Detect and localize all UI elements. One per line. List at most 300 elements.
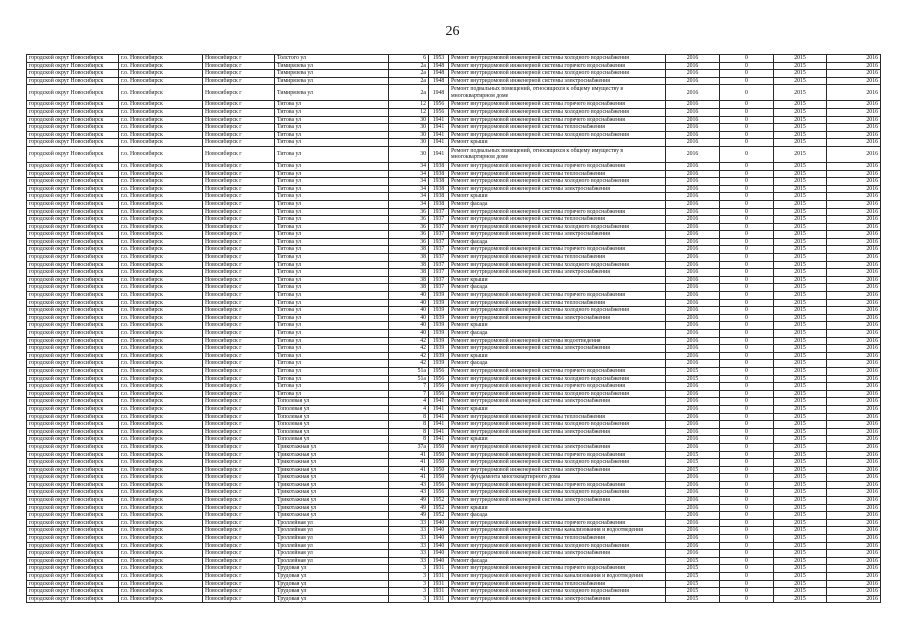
cell-year-built: 1950 <box>429 451 449 459</box>
cell-period-start: 2015 <box>774 459 827 467</box>
cell-city: Новосибирск г <box>203 216 275 224</box>
cell-period-start: 2015 <box>774 124 827 132</box>
table-row <box>27 557 881 565</box>
cell-city: Новосибирск г <box>203 580 275 588</box>
cell-year-built: 1941 <box>429 124 449 132</box>
cell-value: 0 <box>720 527 774 535</box>
cell-work-type: Ремонт внутридомовой инженерной системы электроснабжения <box>449 77 666 85</box>
cell-period-start: 2015 <box>774 254 827 262</box>
cell-district: г.о. Новосибирск <box>119 519 203 527</box>
cell-value: 0 <box>720 146 774 162</box>
cell-house: 38 <box>389 261 429 269</box>
cell-period-start: 2015 <box>774 421 827 429</box>
cell-district: г.о. Новосибирск <box>119 299 203 307</box>
cell-city: Новосибирск г <box>203 459 275 467</box>
cell-value: 0 <box>720 504 774 512</box>
table-row <box>27 261 881 269</box>
cell-municipality: городской округ Новосибирск <box>27 360 119 368</box>
cell-district: г.о. Новосибирск <box>119 481 203 489</box>
cell-plan-year: 2016 <box>666 330 720 338</box>
cell-period-start: 2015 <box>774 170 827 178</box>
cell-municipality: городской округ Новосибирск <box>27 314 119 322</box>
table-row <box>27 85 881 101</box>
cell-street: Троллейная ул <box>275 542 389 550</box>
cell-period-end: 2016 <box>827 405 881 413</box>
cell-plan-year: 2016 <box>666 146 720 162</box>
cell-period-start: 2015 <box>774 185 827 193</box>
cell-value: 0 <box>720 246 774 254</box>
table-row <box>27 200 881 208</box>
cell-value: 0 <box>720 162 774 170</box>
cell-house: 34 <box>389 185 429 193</box>
cell-work-type: Ремонт внутридомовой инженерной системы теплоснабжения <box>449 535 666 543</box>
cell-period-start: 2015 <box>774 246 827 254</box>
cell-street: Трудовая ул <box>275 573 389 581</box>
cell-period-end: 2016 <box>827 421 881 429</box>
cell-value: 0 <box>720 588 774 596</box>
cell-district: г.о. Новосибирск <box>119 345 203 353</box>
cell-period-end: 2016 <box>827 299 881 307</box>
cell-municipality: городской округ Новосибирск <box>27 254 119 262</box>
cell-year-built: 1956 <box>429 390 449 398</box>
cell-city: Новосибирск г <box>203 178 275 186</box>
cell-work-type: Ремонт крыши <box>449 436 666 444</box>
cell-street: Титова ул <box>275 200 389 208</box>
table-row <box>27 428 881 436</box>
table-row <box>27 116 881 124</box>
table-row <box>27 307 881 315</box>
cell-street: Титова ул <box>275 345 389 353</box>
cell-work-type: Ремонт крыши <box>449 352 666 360</box>
cell-city: Новосибирск г <box>203 70 275 78</box>
cell-municipality: городской округ Новосибирск <box>27 292 119 300</box>
cell-house: 38 <box>389 254 429 262</box>
cell-street: Титова ул <box>275 139 389 147</box>
cell-work-type: Ремонт внутридомовой инженерной системы горячего водоснабжения <box>449 246 666 254</box>
cell-street: Титова ул <box>275 185 389 193</box>
cell-district: г.о. Новосибирск <box>119 352 203 360</box>
cell-period-start: 2015 <box>774 345 827 353</box>
cell-city: Новосибирск г <box>203 55 275 63</box>
cell-value: 0 <box>720 489 774 497</box>
cell-plan-year: 2016 <box>666 436 720 444</box>
cell-period-end: 2016 <box>827 55 881 63</box>
cell-plan-year: 2016 <box>666 70 720 78</box>
cell-value: 0 <box>720 85 774 101</box>
cell-value: 0 <box>720 443 774 451</box>
cell-value: 0 <box>720 62 774 70</box>
cell-house: 42 <box>389 345 429 353</box>
cell-plan-year: 2016 <box>666 208 720 216</box>
table-row <box>27 292 881 300</box>
cell-city: Новосибирск г <box>203 200 275 208</box>
cell-year-built: 1941 <box>429 398 449 406</box>
cell-plan-year: 2015 <box>666 595 720 603</box>
table-row <box>27 466 881 474</box>
cell-district: г.о. Новосибирск <box>119 131 203 139</box>
cell-street: Тимирязева ул <box>275 62 389 70</box>
cell-period-end: 2016 <box>827 269 881 277</box>
cell-district: г.о. Новосибирск <box>119 200 203 208</box>
cell-period-end: 2016 <box>827 375 881 383</box>
cell-period-end: 2016 <box>827 489 881 497</box>
cell-city: Новосибирск г <box>203 421 275 429</box>
table-row <box>27 337 881 345</box>
cell-city: Новосибирск г <box>203 77 275 85</box>
cell-municipality: городской округ Новосибирск <box>27 527 119 535</box>
cell-house: 41 <box>389 466 429 474</box>
cell-house: 4 <box>389 405 429 413</box>
cell-municipality: городской округ Новосибирск <box>27 200 119 208</box>
cell-period-end: 2016 <box>827 398 881 406</box>
cell-year-built: 1950 <box>429 466 449 474</box>
cell-value: 0 <box>720 124 774 132</box>
cell-plan-year: 2016 <box>666 139 720 147</box>
cell-city: Новосибирск г <box>203 223 275 231</box>
cell-city: Новосибирск г <box>203 314 275 322</box>
cell-district: г.о. Новосибирск <box>119 497 203 505</box>
cell-plan-year: 2016 <box>666 314 720 322</box>
cell-street: Титова ул <box>275 254 389 262</box>
cell-value: 0 <box>720 459 774 467</box>
cell-city: Новосибирск г <box>203 595 275 603</box>
cell-plan-year: 2016 <box>666 299 720 307</box>
cell-house: 12 <box>389 101 429 109</box>
cell-period-end: 2016 <box>827 70 881 78</box>
cell-period-end: 2016 <box>827 474 881 482</box>
cell-period-start: 2015 <box>774 85 827 101</box>
cell-municipality: городской округ Новосибирск <box>27 307 119 315</box>
cell-year-built: 1937 <box>429 254 449 262</box>
cell-municipality: городской округ Новосибирск <box>27 62 119 70</box>
cell-district: г.о. Новосибирск <box>119 193 203 201</box>
cell-value: 0 <box>720 405 774 413</box>
cell-city: Новосибирск г <box>203 261 275 269</box>
cell-value: 0 <box>720 101 774 109</box>
cell-plan-year: 2016 <box>666 170 720 178</box>
cell-city: Новосибирск г <box>203 254 275 262</box>
cell-district: г.о. Новосибирск <box>119 383 203 391</box>
cell-city: Новосибирск г <box>203 360 275 368</box>
cell-plan-year: 2016 <box>666 345 720 353</box>
cell-street: Трикотажная ул <box>275 459 389 467</box>
cell-year-built: 1940 <box>429 557 449 565</box>
table-row <box>27 162 881 170</box>
cell-period-start: 2015 <box>774 595 827 603</box>
cell-period-end: 2016 <box>827 337 881 345</box>
cell-city: Новосибирск г <box>203 131 275 139</box>
cell-municipality: городской округ Новосибирск <box>27 504 119 512</box>
cell-plan-year: 2016 <box>666 413 720 421</box>
cell-municipality: городской округ Новосибирск <box>27 421 119 429</box>
cell-work-type: Ремонт внутридомовой инженерной системы электроснабжения <box>449 269 666 277</box>
cell-year-built: 1937 <box>429 276 449 284</box>
cell-municipality: городской округ Новосибирск <box>27 481 119 489</box>
cell-period-end: 2016 <box>827 116 881 124</box>
table-row <box>27 459 881 467</box>
cell-value: 0 <box>720 70 774 78</box>
cell-house: 7 <box>389 383 429 391</box>
cell-municipality: городской округ Новосибирск <box>27 85 119 101</box>
cell-work-type: Ремонт внутридомовой инженерной системы электроснабжения <box>449 314 666 322</box>
cell-period-start: 2015 <box>774 108 827 116</box>
cell-year-built: 1948 <box>429 85 449 101</box>
cell-district: г.о. Новосибирск <box>119 238 203 246</box>
cell-period-start: 2015 <box>774 535 827 543</box>
cell-year-built: 1940 <box>429 535 449 543</box>
cell-year-built: 1939 <box>429 337 449 345</box>
cell-work-type: Ремонт внутридомовой инженерной системы теплоснабжения <box>449 216 666 224</box>
cell-value: 0 <box>720 178 774 186</box>
cell-city: Новосибирск г <box>203 62 275 70</box>
cell-municipality: городской округ Новосибирск <box>27 580 119 588</box>
cell-work-type: Ремонт подвальных помещений, относящихся к общему имуществу в многоквартирном доме <box>449 85 666 101</box>
cell-district: г.о. Новосибирск <box>119 108 203 116</box>
cell-city: Новосибирск г <box>203 337 275 345</box>
cell-period-end: 2016 <box>827 162 881 170</box>
cell-house: 30 <box>389 146 429 162</box>
cell-district: г.о. Новосибирск <box>119 170 203 178</box>
cell-street: Титова ул <box>275 216 389 224</box>
cell-period-end: 2016 <box>827 352 881 360</box>
table-row <box>27 436 881 444</box>
cell-period-start: 2015 <box>774 139 827 147</box>
cell-city: Новосибирск г <box>203 497 275 505</box>
cell-year-built: 1938 <box>429 170 449 178</box>
table-row <box>27 193 881 201</box>
cell-work-type: Ремонт внутридомовой инженерной системы горячего водоснабжения <box>449 519 666 527</box>
cell-city: Новосибирск г <box>203 504 275 512</box>
cell-year-built: 1939 <box>429 360 449 368</box>
cell-street: Титова ул <box>275 284 389 292</box>
cell-work-type: Ремонт внутридомовой инженерной системы горячего водоснабжения <box>449 481 666 489</box>
cell-municipality: городской округ Новосибирск <box>27 139 119 147</box>
cell-district: г.о. Новосибирск <box>119 307 203 315</box>
cell-year-built: 1940 <box>429 527 449 535</box>
table-row <box>27 573 881 581</box>
cell-house: 34 <box>389 193 429 201</box>
cell-district: г.о. Новосибирск <box>119 322 203 330</box>
cell-city: Новосибирск г <box>203 292 275 300</box>
cell-house: 8 <box>389 421 429 429</box>
cell-house: 33 <box>389 542 429 550</box>
cell-municipality: городской округ Новосибирск <box>27 512 119 520</box>
cell-plan-year: 2016 <box>666 504 720 512</box>
cell-municipality: городской округ Новосибирск <box>27 588 119 596</box>
cell-period-end: 2016 <box>827 367 881 375</box>
cell-city: Новосибирск г <box>203 557 275 565</box>
cell-street: Титова ул <box>275 170 389 178</box>
cell-city: Новосибирск г <box>203 193 275 201</box>
cell-street: Трудовая ул <box>275 588 389 596</box>
cell-municipality: городской округ Новосибирск <box>27 276 119 284</box>
table-row <box>27 421 881 429</box>
cell-house: 51а <box>389 375 429 383</box>
cell-municipality: городской округ Новосибирск <box>27 383 119 391</box>
cell-house: 7 <box>389 390 429 398</box>
cell-year-built: 1939 <box>429 307 449 315</box>
cell-plan-year: 2016 <box>666 85 720 101</box>
cell-district: г.о. Новосибирск <box>119 367 203 375</box>
cell-district: г.о. Новосибирск <box>119 101 203 109</box>
cell-street: Трикотажная ул <box>275 504 389 512</box>
cell-municipality: городской округ Новосибирск <box>27 497 119 505</box>
cell-year-built: 1937 <box>429 216 449 224</box>
cell-period-end: 2016 <box>827 345 881 353</box>
cell-district: г.о. Новосибирск <box>119 70 203 78</box>
cell-work-type: Ремонт внутридомовой инженерной системы водоотведения <box>449 337 666 345</box>
cell-period-end: 2016 <box>827 292 881 300</box>
cell-period-end: 2016 <box>827 588 881 596</box>
cell-year-built: 1956 <box>429 481 449 489</box>
cell-municipality: городской округ Новосибирск <box>27 208 119 216</box>
cell-plan-year: 2016 <box>666 77 720 85</box>
cell-plan-year: 2015 <box>666 459 720 467</box>
cell-value: 0 <box>720 573 774 581</box>
cell-district: г.о. Новосибирск <box>119 504 203 512</box>
cell-street: Титова ул <box>275 108 389 116</box>
cell-street: Тополевая ул <box>275 405 389 413</box>
cell-street: Тимирязева ул <box>275 85 389 101</box>
cell-municipality: городской округ Новосибирск <box>27 474 119 482</box>
cell-work-type: Ремонт фасада <box>449 360 666 368</box>
cell-municipality: городской округ Новосибирск <box>27 535 119 543</box>
cell-plan-year: 2016 <box>666 421 720 429</box>
cell-street: Титова ул <box>275 269 389 277</box>
cell-street: Титова ул <box>275 178 389 186</box>
cell-work-type: Ремонт крыши <box>449 193 666 201</box>
cell-value: 0 <box>720 307 774 315</box>
cell-value: 0 <box>720 413 774 421</box>
cell-period-start: 2015 <box>774 504 827 512</box>
cell-period-end: 2016 <box>827 170 881 178</box>
cell-municipality: городской округ Новосибирск <box>27 436 119 444</box>
cell-district: г.о. Новосибирск <box>119 124 203 132</box>
cell-street: Титова ул <box>275 101 389 109</box>
cell-street: Титова ул <box>275 330 389 338</box>
cell-municipality: городской округ Новосибирск <box>27 565 119 573</box>
cell-house: 3 <box>389 588 429 596</box>
cell-period-end: 2016 <box>827 413 881 421</box>
cell-plan-year: 2016 <box>666 261 720 269</box>
table-row <box>27 70 881 78</box>
cell-plan-year: 2015 <box>666 451 720 459</box>
cell-period-start: 2015 <box>774 276 827 284</box>
cell-district: г.о. Новосибирск <box>119 421 203 429</box>
cell-period-start: 2015 <box>774 77 827 85</box>
cell-year-built: 1940 <box>429 550 449 558</box>
cell-period-start: 2015 <box>774 436 827 444</box>
cell-period-end: 2016 <box>827 208 881 216</box>
cell-municipality: городской округ Новосибирск <box>27 269 119 277</box>
cell-municipality: городской округ Новосибирск <box>27 216 119 224</box>
cell-year-built: 1939 <box>429 292 449 300</box>
cell-value: 0 <box>720 299 774 307</box>
cell-street: Титова ул <box>275 383 389 391</box>
cell-value: 0 <box>720 254 774 262</box>
cell-work-type: Ремонт внутридомовой инженерной системы электроснабжения <box>449 595 666 603</box>
cell-work-type: Ремонт внутридомовой инженерной системы теплоснабжения <box>449 124 666 132</box>
cell-work-type: Ремонт внутридомовой инженерной системы холодного водоснабжения <box>449 108 666 116</box>
cell-plan-year: 2016 <box>666 62 720 70</box>
cell-work-type: Ремонт внутридомовой инженерной системы электроснабжения <box>449 345 666 353</box>
cell-year-built: 1950 <box>429 459 449 467</box>
table-row <box>27 535 881 543</box>
cell-house: 30 <box>389 124 429 132</box>
cell-value: 0 <box>720 466 774 474</box>
cell-street: Трудовая ул <box>275 595 389 603</box>
cell-municipality: городской округ Новосибирск <box>27 70 119 78</box>
cell-period-start: 2015 <box>774 299 827 307</box>
cell-city: Новосибирск г <box>203 519 275 527</box>
cell-period-end: 2016 <box>827 383 881 391</box>
cell-year-built: 1941 <box>429 428 449 436</box>
cell-city: Новосибирск г <box>203 208 275 216</box>
table-row <box>27 223 881 231</box>
cell-work-type: Ремонт подвальных помещений, относящихся к общему имуществу в многоквартирном доме <box>449 146 666 162</box>
table-row <box>27 405 881 413</box>
cell-district: г.о. Новосибирск <box>119 85 203 101</box>
cell-plan-year: 2016 <box>666 489 720 497</box>
cell-district: г.о. Новосибирск <box>119 527 203 535</box>
cell-district: г.о. Новосибирск <box>119 390 203 398</box>
cell-district: г.о. Новосибирск <box>119 512 203 520</box>
cell-municipality: городской округ Новосибирск <box>27 428 119 436</box>
cell-district: г.о. Новосибирск <box>119 489 203 497</box>
cell-district: г.о. Новосибирск <box>119 459 203 467</box>
cell-district: г.о. Новосибирск <box>119 337 203 345</box>
cell-district: г.о. Новосибирск <box>119 162 203 170</box>
cell-house: 40 <box>389 307 429 315</box>
cell-street: Титова ул <box>275 307 389 315</box>
cell-year-built: 1937 <box>429 231 449 239</box>
cell-street: Титова ул <box>275 292 389 300</box>
cell-year-built: 1937 <box>429 246 449 254</box>
cell-work-type: Ремонт внутридомовой инженерной системы канализования и водоотведения <box>449 573 666 581</box>
cell-value: 0 <box>720 512 774 520</box>
cell-period-start: 2015 <box>774 398 827 406</box>
cell-year-built: 1939 <box>429 299 449 307</box>
cell-period-end: 2016 <box>827 178 881 186</box>
cell-plan-year: 2016 <box>666 200 720 208</box>
cell-district: г.о. Новосибирск <box>119 557 203 565</box>
cell-period-end: 2016 <box>827 193 881 201</box>
cell-period-end: 2016 <box>827 108 881 116</box>
cell-period-end: 2016 <box>827 261 881 269</box>
cell-street: Тополевая ул <box>275 413 389 421</box>
cell-period-end: 2016 <box>827 542 881 550</box>
cell-year-built: 1938 <box>429 162 449 170</box>
cell-house: 2а <box>389 62 429 70</box>
cell-work-type: Ремонт внутридомовой инженерной системы горячего водоснабжения <box>449 162 666 170</box>
cell-district: г.о. Новосибирск <box>119 405 203 413</box>
cell-work-type: Ремонт внутридомовой инженерной системы холодного водоснабжения <box>449 588 666 596</box>
cell-period-start: 2015 <box>774 375 827 383</box>
cell-year-built: 1938 <box>429 200 449 208</box>
cell-municipality: городской округ Новосибирск <box>27 466 119 474</box>
cell-street: Троллейная ул <box>275 557 389 565</box>
cell-work-type: Ремонт внутридомовой инженерной системы электроснабжения <box>449 443 666 451</box>
cell-house: 38 <box>389 284 429 292</box>
cell-year-built: 1948 <box>429 77 449 85</box>
cell-period-start: 2015 <box>774 70 827 78</box>
cell-plan-year: 2016 <box>666 55 720 63</box>
cell-year-built: 1931 <box>429 573 449 581</box>
cell-period-start: 2015 <box>774 55 827 63</box>
cell-city: Новосибирск г <box>203 238 275 246</box>
cell-house: 42 <box>389 337 429 345</box>
cell-value: 0 <box>720 269 774 277</box>
